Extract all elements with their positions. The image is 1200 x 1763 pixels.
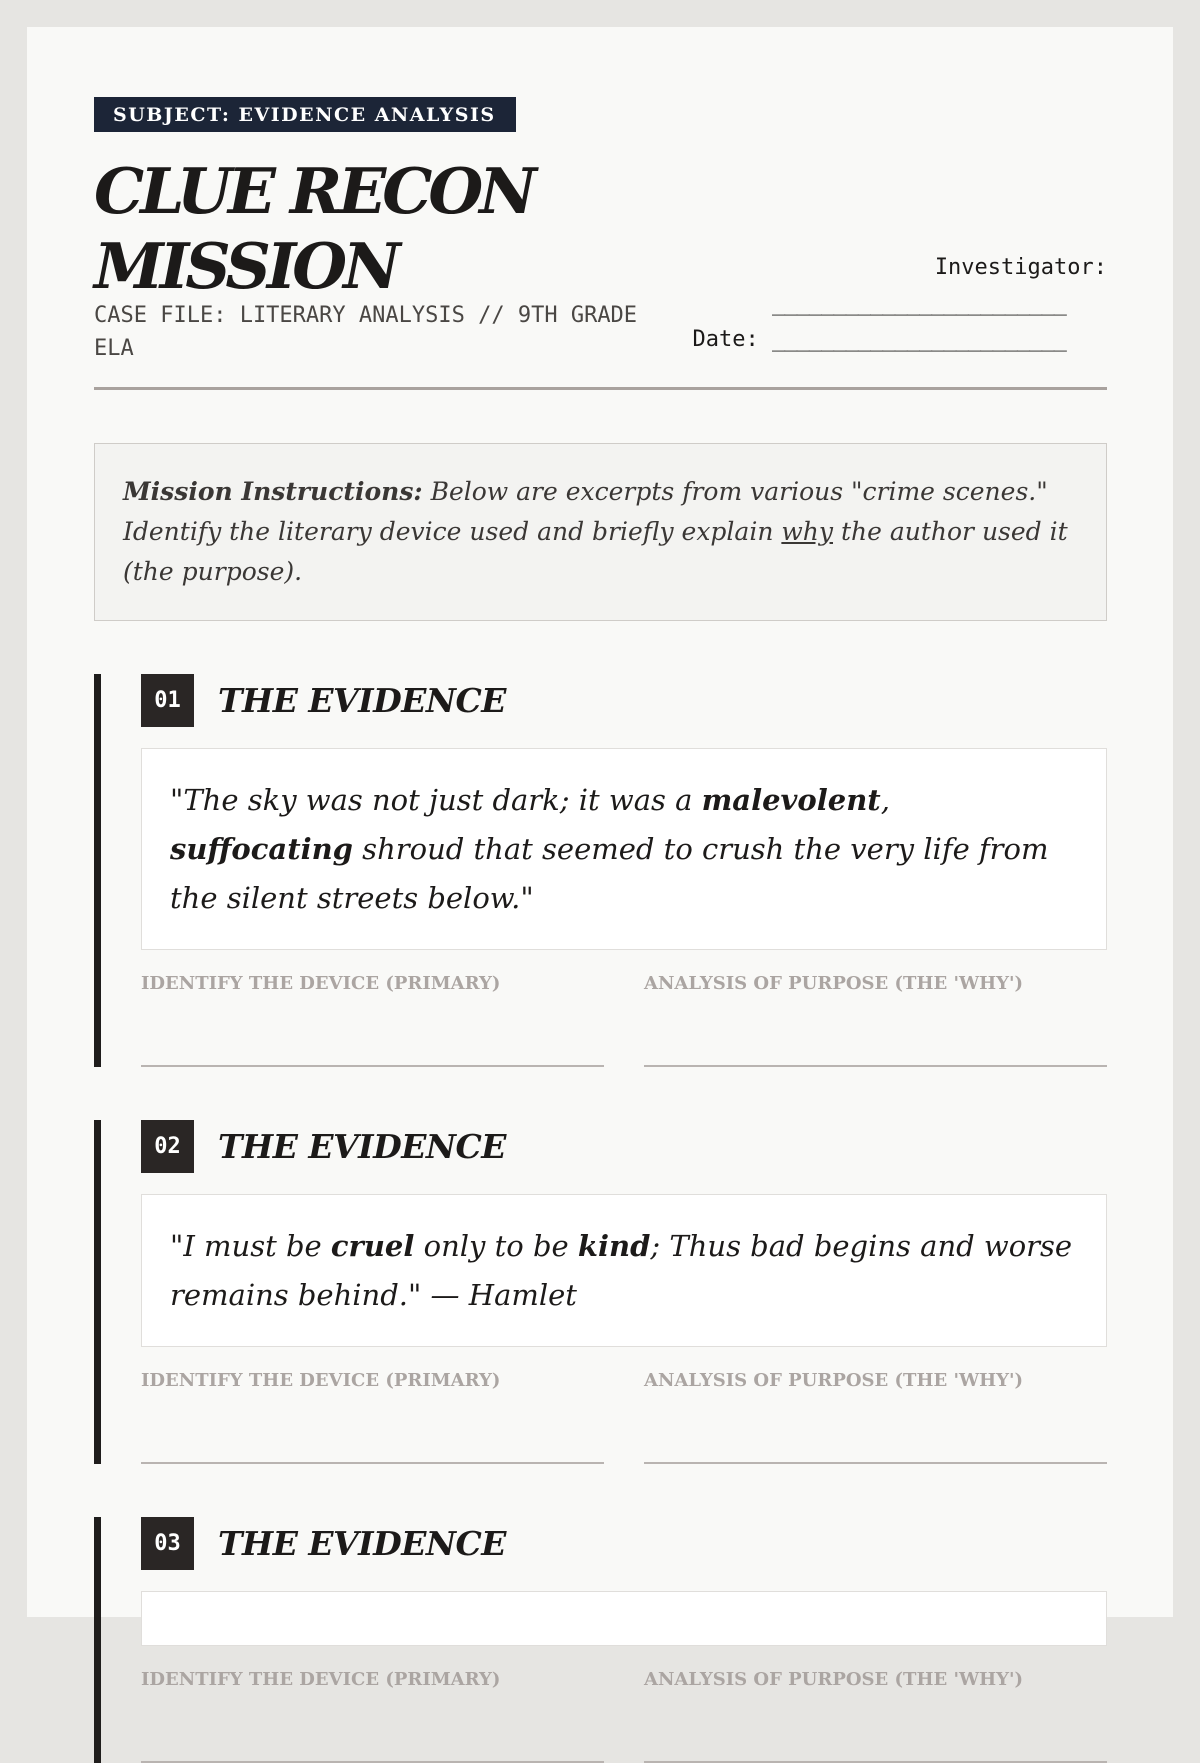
quote-text: "The sky was not just dark; it was a [170, 783, 702, 817]
title-line-1: CLUE RECON [94, 154, 533, 228]
evidence-block [94, 674, 1107, 1067]
device-answer-line[interactable] [141, 1065, 604, 1067]
device-label: IDENTIFY THE DEVICE (PRIMARY) [141, 1669, 501, 1690]
evidence-header [141, 1120, 1107, 1173]
date-field[interactable]: ________________________ [772, 327, 1066, 352]
purpose-answer [644, 1370, 1107, 1464]
device-answer [141, 1370, 604, 1464]
purpose-label: ANALYSIS OF PURPOSE (THE 'WHY') [644, 1669, 1024, 1690]
device-answer [141, 1669, 604, 1763]
worksheet-page [27, 27, 1173, 1690]
evidence-quote [141, 1591, 1107, 1646]
answer-fields [141, 1370, 1107, 1464]
evidence-number: 01 [141, 674, 194, 727]
instructions-emphasis: why [781, 517, 833, 546]
purpose-answer-line[interactable] [644, 1065, 1107, 1067]
evidence-header [141, 674, 1107, 727]
answer-fields [141, 1669, 1107, 1763]
evidence-block [94, 1517, 1107, 1763]
page-title [94, 154, 654, 304]
purpose-answer [644, 1669, 1107, 1763]
device-answer-line[interactable] [141, 1462, 604, 1464]
quote-text: "I must be [170, 1229, 331, 1263]
case-file-subtitle: CASE FILE: LITERARY ANALYSIS // 9TH GRADE ELA [94, 303, 638, 361]
date-label: Date: [692, 327, 759, 352]
instructions-text-1: Below are excerpts from various "crime scenes." Identify the literary device used and briefly explain [123, 477, 1048, 546]
quote-text: , [880, 783, 890, 817]
answer-fields [141, 973, 1107, 1067]
header-divider [94, 387, 1107, 390]
purpose-label: ANALYSIS OF PURPOSE (THE 'WHY') [644, 1370, 1024, 1391]
worksheet-content [94, 97, 1107, 1763]
evidence-header [141, 1517, 1107, 1570]
device-label: IDENTIFY THE DEVICE (PRIMARY) [141, 973, 501, 994]
subject-tag: SUBJECT: EVIDENCE ANALYSIS [94, 97, 516, 132]
quote-emphasis: malevolent [701, 783, 881, 817]
device-label: IDENTIFY THE DEVICE (PRIMARY) [141, 1370, 501, 1391]
quote-text: ; Thus bad begins and worse remains behind." — Hamlet [170, 1229, 1073, 1312]
title-line-2: MISSION [94, 229, 397, 303]
student-info [693, 250, 1107, 358]
quote-text: only to be [414, 1229, 578, 1263]
quote-emphasis: kind [577, 1229, 651, 1263]
instructions-lead: Mission Instructions: [123, 477, 423, 506]
purpose-answer-line[interactable] [644, 1462, 1107, 1464]
quote-emphasis: cruel [330, 1229, 415, 1263]
evidence-title: THE EVIDENCE [218, 1127, 506, 1166]
header [94, 154, 1107, 387]
evidence-number: 03 [141, 1517, 194, 1570]
mission-instructions [94, 443, 1107, 621]
device-answer [141, 973, 604, 1067]
investigator-label: Investigator: [934, 255, 1107, 280]
evidence-quote [141, 748, 1107, 950]
evidence-title: THE EVIDENCE [218, 681, 506, 720]
evidence-quote [141, 1194, 1107, 1347]
evidence-title: THE EVIDENCE [218, 1524, 506, 1563]
quote-text: shroud that seemed to crush the very life from the silent streets below." [170, 832, 1049, 915]
instructions-text-2: the author used it (the purpose). [123, 517, 1068, 586]
evidence-block [94, 1120, 1107, 1464]
purpose-answer [644, 973, 1107, 1067]
purpose-label: ANALYSIS OF PURPOSE (THE 'WHY') [644, 973, 1024, 994]
investigator-field[interactable]: ________________________ [772, 291, 1066, 316]
evidence-number: 02 [141, 1120, 194, 1173]
quote-emphasis: suffocating [170, 832, 353, 866]
